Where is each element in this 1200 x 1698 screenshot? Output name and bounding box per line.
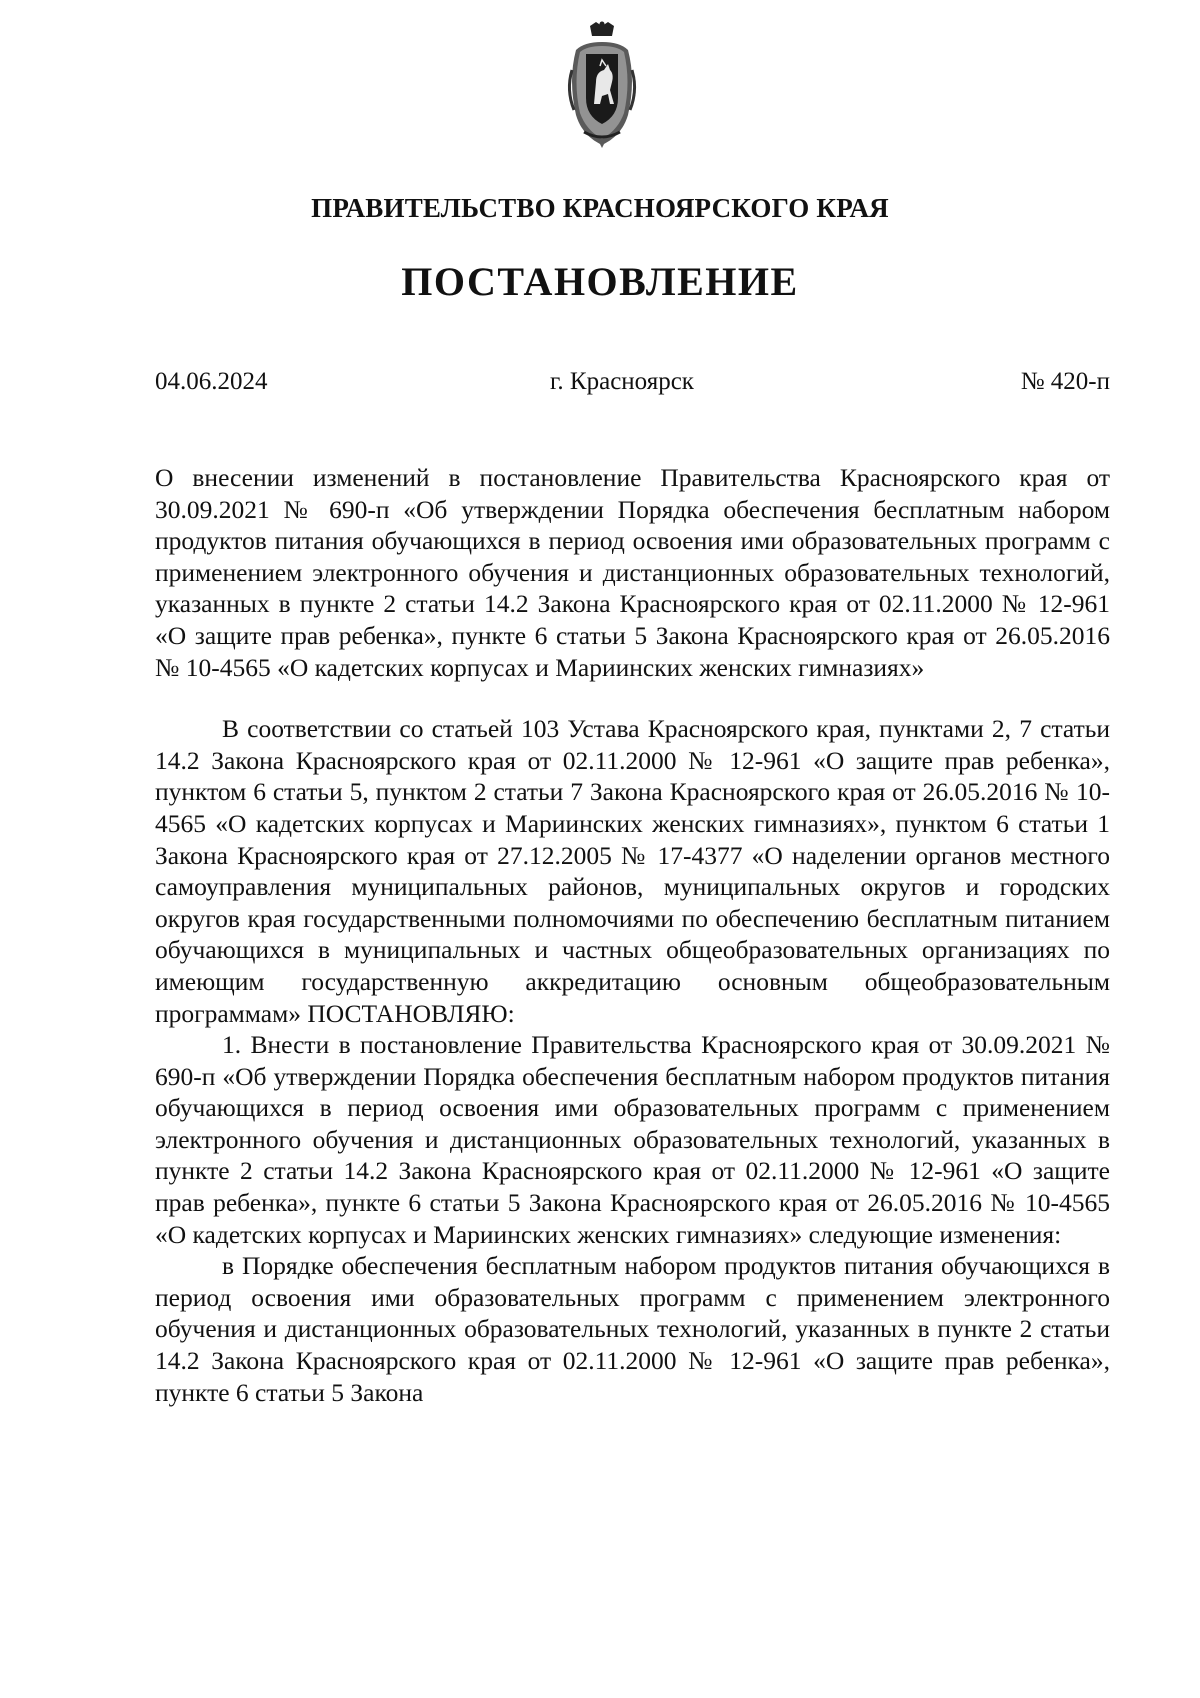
preamble-paragraph: В соответствии со статьей 103 Устава Красноярского края, пунктами 2, 7 статьи 14.2 Закона Красноярского края от 02.11.2000 № 12-961 «О защите прав ребенка», пунктом 6 статьи 5, пунктом 2 статьи 7 Закона Красноярского края от 26.05.2016 № 10-4565 «О кадетских корпусах и Мариинских женских гимназиях», пунктом 6 статьи 1 Закона Красноярского края от 27.12.2005 № 17-4377 «О наделении органов местного самоуправления муниципальных районов, муниципальных округов и городских округов края государственными полномочиями по обеспечению бесплатным питанием обучающихся в муниципальных и частных общеобразовательных организациях по имеющим государственную аккредитацию основным общеобразовательным программам» ПОСТАНОВЛЯЮ: <box>155 714 1110 1028</box>
document-body <box>155 462 1110 1408</box>
document-meta-row <box>155 368 1110 396</box>
krasnoyarsk-coat-of-arms-icon <box>562 20 642 150</box>
item-1-sub-paragraph: в Порядке обеспечения бесплатным набором продуктов питания обучающихся в период освоения ими образовательных программ с применением электронного обучения и дистанционных образовательных технологий, указанных в пункте 2 статьи 14.2 Закона Красноярского края от 02.11.2000 № 12-961 «О защите прав ребенка», пункте 6 статьи 5 Закона <box>155 1251 1110 1407</box>
document-date: 04.06.2024 <box>155 368 268 395</box>
document-number: № 420-п <box>1020 368 1110 395</box>
document-subject: О внесении изменений в постановление Правительства Красноярского края от 30.09.2021 № 690-п «Об утверждении Порядка обеспечения бесплатным набором продуктов питания обучающихся в период освоения ими образовательных программ с применением электронного обучения и дистанционных образовательных технологий, указанных в пункте 2 статьи 14.2 Закона Красноярского края от 02.11.2000 № 12-961 «О защите прав ребенка», пункте 6 статьи 5 Закона Красноярского края от 26.05.2016 № 10-4565 «О кадетских корпусах и Мариинских женских гимназиях» <box>155 463 1110 682</box>
item-1-paragraph: 1. Внести в постановление Правительства Красноярского края от 30.09.2021 № 690-п «Об утверждении Порядка обеспечения бесплатным набором продуктов питания обучающихся в период освоения ими образовательных программ с применением электронного обучения и дистанционных образовательных технологий, указанных в пункте 2 статьи 14.2 Закона Красноярского края от 02.11.2000 № 12-961 «О защите прав ребенка», пункте 6 статьи 5 Закона Красноярского края от 26.05.2016 № 10-4565 «О кадетских корпусах и Мариинских женских гимназиях» следующие изменения: <box>155 1030 1110 1249</box>
document-type-title: ПОСТАНОВЛЕНИЕ <box>401 259 799 304</box>
document-city: г. Красноярск <box>550 368 694 395</box>
organization-title: ПРАВИТЕЛЬСТВО КРАСНОЯРСКОГО КРАЯ <box>311 193 889 223</box>
